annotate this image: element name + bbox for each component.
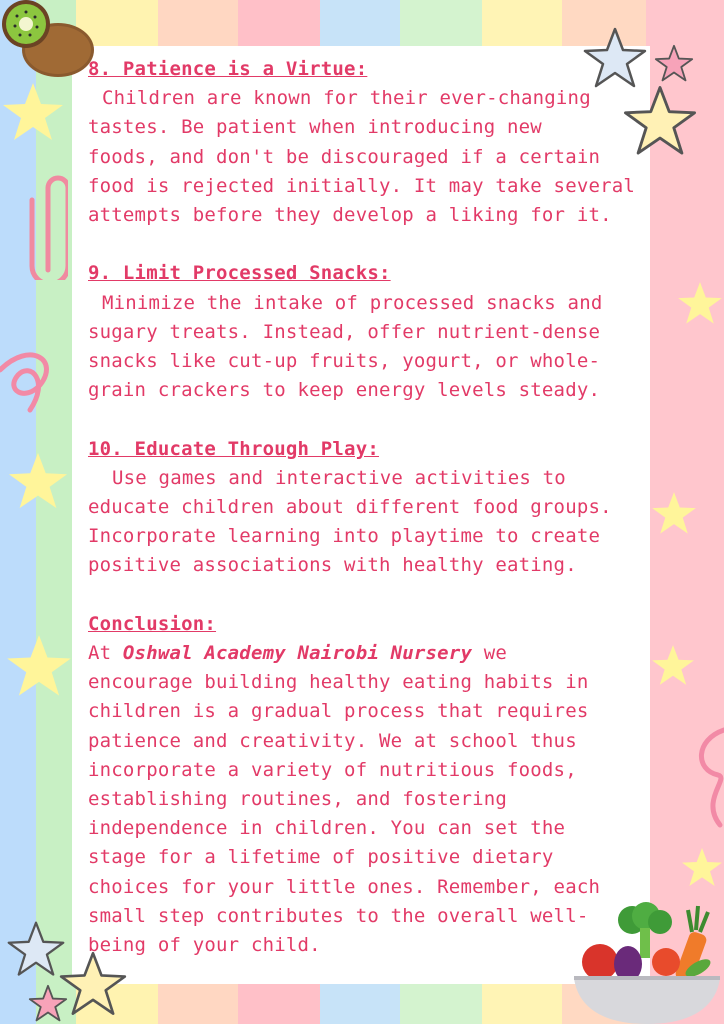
paragraph-line: children is a gradual process that requires [88,700,589,723]
paragraph-line: attempts before they develop a liking for it. [88,204,612,227]
paragraph-line: patience and creativity. We at school thus [88,729,577,752]
paragraph-line: establishing routines, and fostering [88,788,508,811]
star-icon [6,450,70,514]
star-icon [680,840,724,896]
paragraph-line: encourage building healthy eating habits in [88,671,589,694]
star-icon [654,44,694,84]
section-conclusion [88,610,658,960]
swirl-icon [690,720,724,830]
section-processed-snacks [88,259,658,405]
school-name: Oshwal Academy Nairobi Nursery [122,642,473,665]
star-icon [0,80,66,146]
star-icon [6,920,66,980]
paragraph-line: snacks like cut-up fruits, yogurt, or whole- [88,350,601,373]
paragraph-line: sugary treats. Instead, offer nutrient-dense [88,320,601,343]
line-text: Children are known for their ever-changing [102,87,591,110]
paragraph-line: educate children about different food groups. [88,496,612,519]
section-heading: 8. Patience is a Virtue: [88,58,368,80]
line-text: Use games and interactive activities to [112,466,566,489]
star-icon [4,632,74,702]
section-heading: 9. Limit Processed Snacks: [88,262,391,285]
paperclip-icon [28,170,68,280]
paragraph-line: stage for a lifetime of positive dietary [88,846,554,869]
paragraph-line: incorporate a variety of nutritious foods, [88,758,577,781]
kiwi-icon [0,0,100,84]
article-body [88,55,658,989]
paragraph-line [88,639,658,668]
paragraph-line: positive associations with healthy eating. [88,554,577,577]
section-patience [88,55,658,230]
star-icon [28,984,68,1024]
section-heading: 10. Educate Through Play: [88,437,379,460]
paragraph-line [88,464,658,493]
paragraph-line: Incorporate learning into playtime to create [88,525,601,548]
paragraph-line: independence in children. You can set the [88,817,566,840]
paragraph-line: small step contributes to the overall well- [88,904,589,927]
paragraph-line [88,289,658,318]
line-suffix: we [472,642,508,665]
paragraph-line [88,84,658,113]
star-icon [676,272,724,336]
section-heading: Conclusion: [88,612,217,635]
paragraph-line: being of your child. [88,934,321,957]
paragraph-line: food is rejected initially. It may take several [88,174,636,197]
paragraph-line: foods, and don't be discouraged if a certain [88,145,601,168]
swirl-icon [0,330,66,430]
line-text: Minimize the intake of processed snacks and [102,291,603,314]
section-educate-play [88,435,658,581]
paragraph-line: tastes. Be patient when introducing new [88,116,542,139]
paragraph-line: choices for your little ones. Remember, each [88,875,601,898]
line-prefix: At [88,642,123,665]
paragraph-line: grain crackers to keep energy levels steady. [88,379,601,402]
